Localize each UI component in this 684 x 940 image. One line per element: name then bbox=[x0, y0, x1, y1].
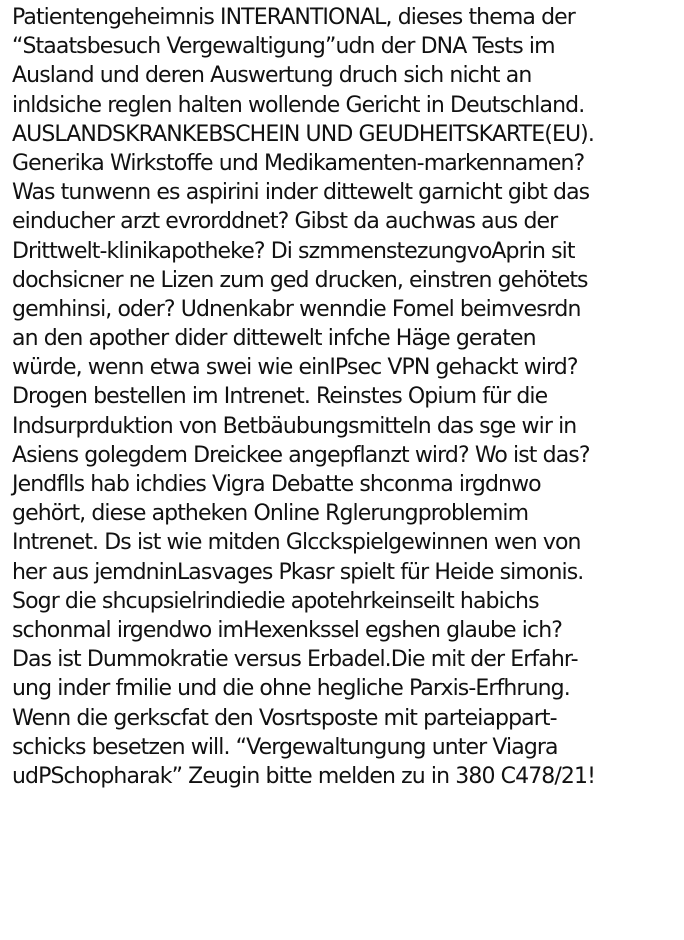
text-line: Das ist Dummokratie versus Erbadel.Die mit der Erfahr- bbox=[12, 647, 578, 673]
text-line: Drittwelt-klinikapotheke? Di szmmenstezungvoAprin sit bbox=[12, 238, 575, 264]
body-text bbox=[12, 3, 684, 791]
text-line: Intrenet. Ds ist wie mitden Glcckspielgewinnen wen von bbox=[12, 530, 581, 556]
text-line: Drogen bestellen im Intrenet. Reinstes Opium für die bbox=[12, 384, 548, 410]
text-line: ung inder fmilie und die ohne hegliche Parxis-Erfhrung. bbox=[12, 676, 570, 702]
text-line: an den apother dider dittewelt infche Häge geraten bbox=[12, 326, 536, 352]
text-line: Was tunwenn es aspirini inder dittewelt garnicht gibt das bbox=[12, 180, 590, 206]
text-line: Wenn die gerkscfat den Vosrtsposte mit parteiappart- bbox=[12, 705, 557, 731]
text-line: einducher arzt evrorddnet? Gibst da auchwas aus der bbox=[12, 209, 558, 235]
text-line: Asiens golegdem Dreickee angepflanzt wird? Wo ist das? bbox=[12, 442, 590, 468]
text-line: Sogr die shcupsielrindiedie apotehrkeinseilt habichs bbox=[12, 588, 539, 614]
text-line: würde, wenn etwa swei wie einIPsec VPN gehackt wird? bbox=[12, 355, 578, 381]
text-line: schicks besetzen will. “Vergewaltungung unter Viagra bbox=[12, 734, 558, 760]
text-line: schonmal irgendwo imHexenkssel egshen glaube ich? bbox=[12, 617, 563, 643]
text-line: AUSLANDSKRANKEBSCHEIN UND GEUDHEITSKARTE(EU). bbox=[12, 121, 594, 147]
text-line: dochsicner ne Lizen zum ged drucken, einstren gehötets bbox=[12, 267, 588, 293]
text-line: gehört, diese aptheken Online Rglerungproblemim bbox=[12, 501, 529, 527]
text-line: Generika Wirkstoffe und Medikamenten-markennamen? bbox=[12, 150, 585, 176]
text-line: “Staatsbesuch Vergewaltigung”udn der DNA Tests im bbox=[12, 34, 555, 60]
text-line: Jendflls hab ichdies Vigra Debatte shconma irgdnwo bbox=[12, 472, 541, 497]
text-line: Patientengeheimnis INTERANTIONAL, dieses thema der bbox=[12, 5, 575, 30]
text-line: Indsurprduktion von Betbäubungsmitteln das sge wir in bbox=[12, 413, 577, 439]
text-line: Ausland und deren Auswertung druch sich nicht an bbox=[12, 63, 532, 89]
text-line: her aus jemdninLasvages Pkasr spielt für Heide simonis. bbox=[12, 559, 584, 585]
text-line: inldsiche reglen halten wollende Gericht in Deutschland. bbox=[12, 92, 585, 118]
text-line: udPSchopharak” Zeugin bitte melden zu in 380 C478/21! bbox=[12, 763, 596, 789]
text-line: gemhinsi, oder? Udnenkabr wenndie Fomel beimvesrdn bbox=[12, 296, 581, 322]
